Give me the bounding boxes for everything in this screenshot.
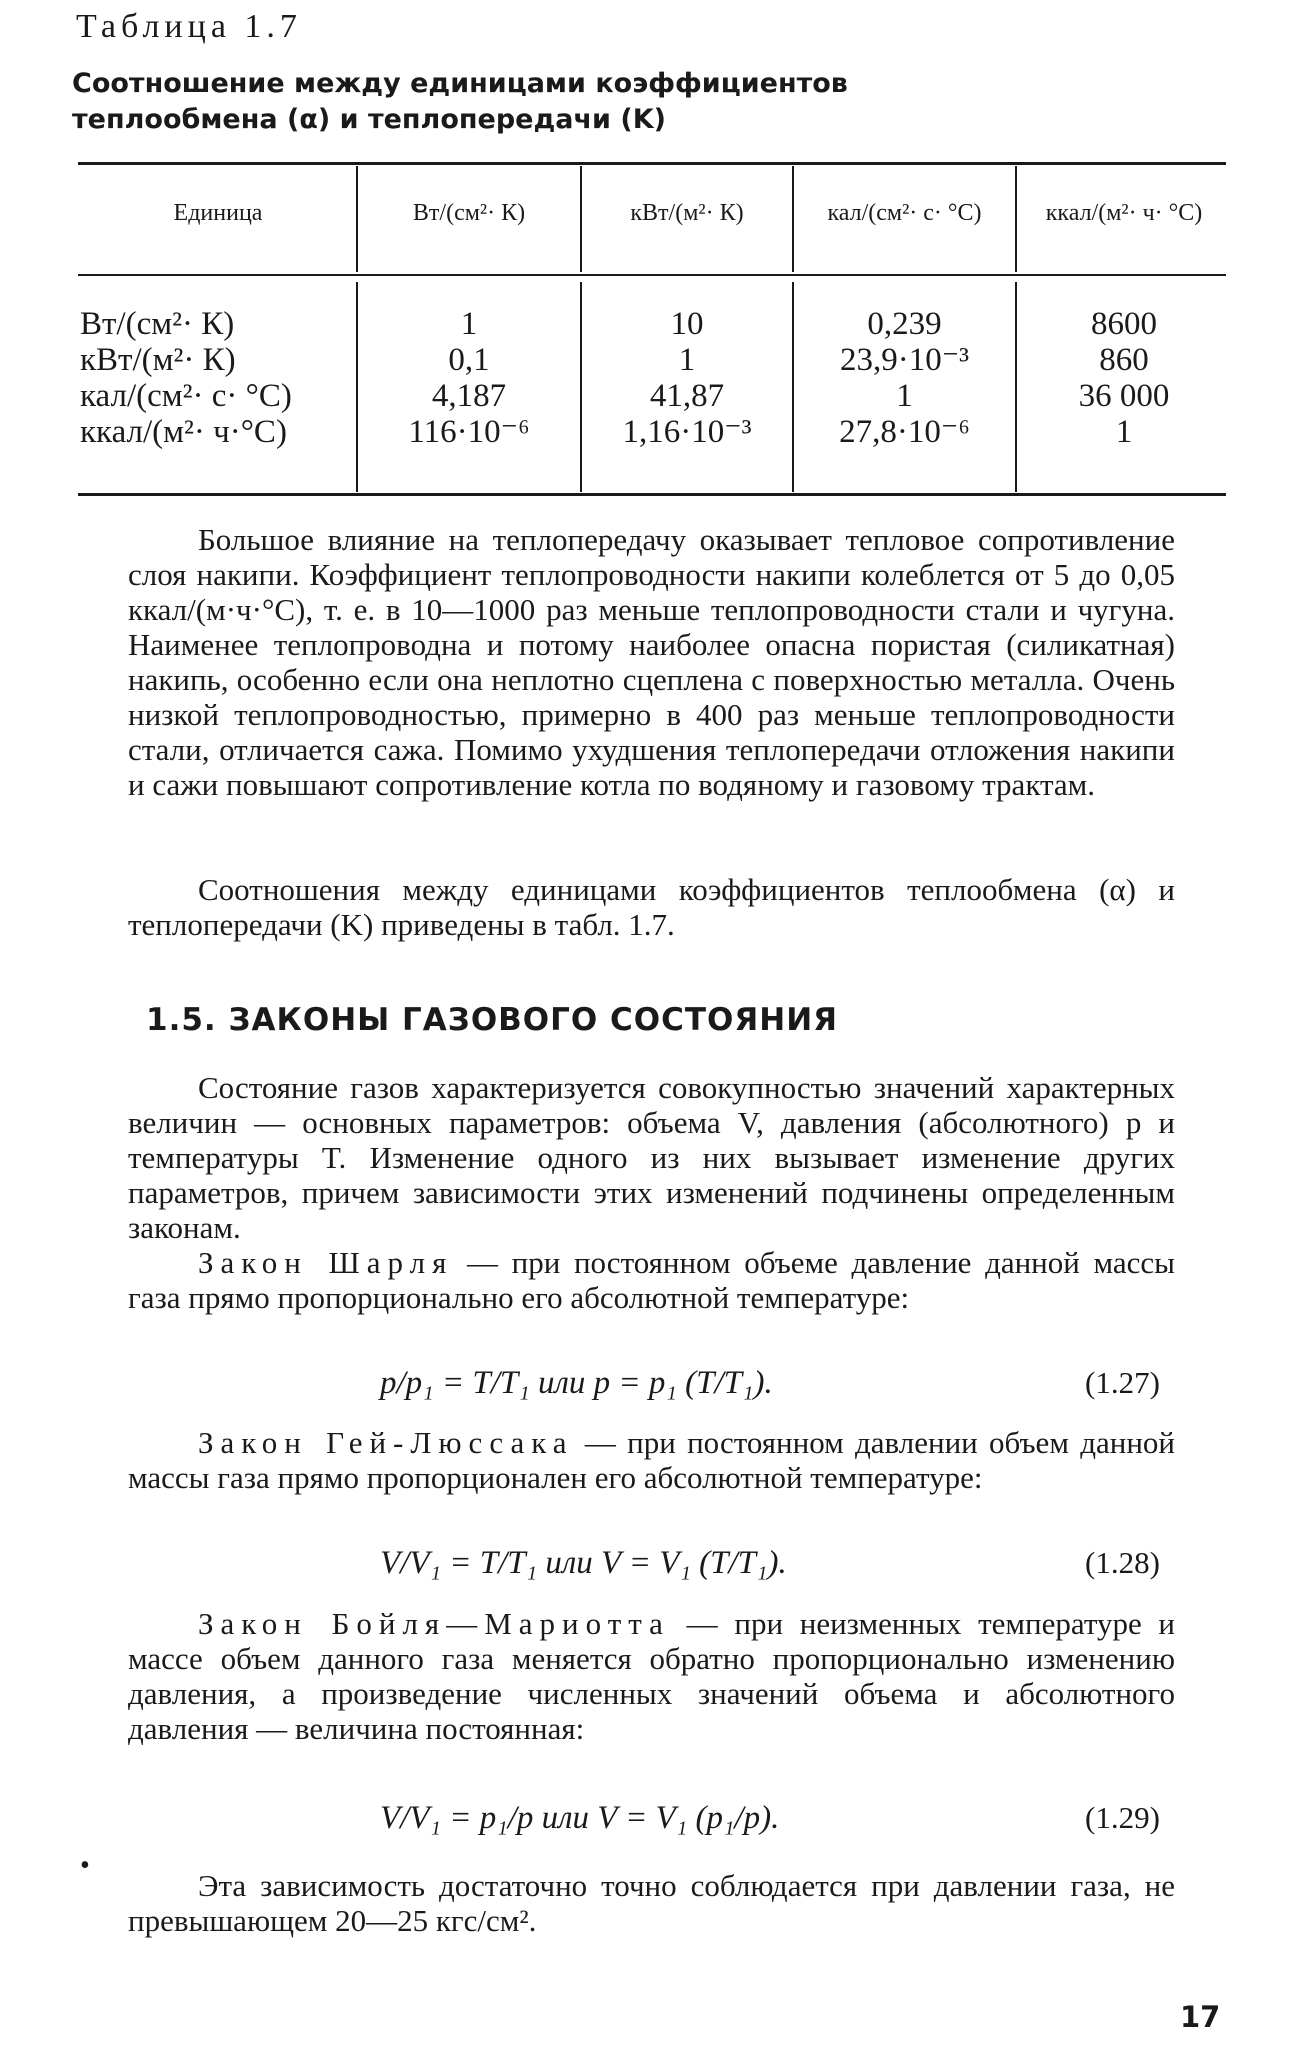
formula-1-29: V/V₁ = p₁/p или V = V₁ (p₁/p). (380, 1800, 780, 1836)
formula-number-1-27: (1.27) (1085, 1365, 1160, 1400)
table-divider (792, 166, 794, 272)
paragraph-gay-lussac-law (128, 1425, 1175, 1495)
table-cell: 36 000 (1078, 378, 1170, 414)
law-name-gay-lussac: Закон Гей-Люссака (198, 1425, 574, 1460)
table-cell: 0,1 (448, 342, 490, 378)
table-cell: 860 (1099, 342, 1149, 378)
paragraph-charles-law (128, 1245, 1175, 1315)
table-cell: 10 (670, 306, 704, 342)
table-column (360, 306, 578, 450)
table-cell: 1 (896, 378, 913, 414)
table-cell: ккал/(м²· ч·°С) (80, 414, 287, 450)
table-cell: 1 (1115, 414, 1133, 450)
paragraph-gas-state: Состояние газов характеризуется совокупностью значений характерных величин — основных параметров: объема V, давления (абсолютного) p и температуры T. Изменение одного из них вызывает изменение других параметров, причем зависимости этих изменений подчинены определенным законам. (128, 1070, 1175, 1245)
formula-number-1-29: (1.29) (1085, 1800, 1160, 1835)
table-divider (580, 166, 582, 272)
table-cell: кВт/(м²· К) (80, 342, 236, 378)
table-divider (1015, 282, 1017, 492)
table-caption-line-2: теплообмена (α) и теплопередачи (K) (72, 104, 666, 135)
table-top-rule (78, 162, 1226, 165)
page-number: 17 (1180, 2000, 1221, 2034)
section-title: 1.5. ЗАКОНЫ ГАЗОВОГО СОСТОЯНИЯ (146, 1002, 839, 1038)
table-label: Таблица 1.7 (76, 8, 302, 45)
table-cell: 0,239 (867, 306, 942, 342)
table-header-cell: кВт/(м²· К) (630, 200, 744, 226)
table-cell: 1,16·10⁻³ (622, 414, 752, 450)
table-cell: 23,9·10⁻³ (839, 342, 970, 378)
table-cell: 27,8·10⁻⁶ (839, 414, 970, 450)
formula-1-27: p/p₁ = T/T₁ или p = p₁ (T/T₁). (380, 1365, 773, 1401)
table-cell: Вт/(см²· К) (80, 306, 235, 342)
law-text-gay-lussac: — при постоянном давлении объем данной массы газа прямо пропорционален его абсолютной температуре: (128, 1425, 1176, 1495)
table-header-cell: Вт/(см²· К) (412, 200, 526, 226)
law-name-charles: Закон Шарля (198, 1245, 454, 1280)
table-header-cell: кал/(см²· с· °С) (827, 200, 982, 226)
law-text-charles: — при постоянном объеме давление данной массы газа прямо пропорционально его абсолютной температуре: (128, 1245, 1176, 1315)
law-name-boyle-mariotte: Закон Бойля—Мариотта (198, 1606, 670, 1641)
bullet-mark: • (80, 1850, 90, 1881)
table-divider (792, 282, 794, 492)
table-header-rule (78, 274, 1226, 276)
table-bottom-rule (78, 493, 1226, 496)
table-divider (356, 166, 358, 272)
table-divider (1015, 166, 1017, 272)
table-cell: 4,187 (431, 378, 507, 414)
formula-1-28: V/V₁ = T/T₁ или V = V₁ (T/T₁). (380, 1545, 787, 1581)
table-column (796, 306, 1013, 450)
formula-number-1-28: (1.28) (1085, 1545, 1160, 1580)
paragraph-boyle-mariotte-law (128, 1606, 1175, 1746)
table-cell: кал/(см²· с· °С) (80, 378, 292, 414)
table-cell: 116·10⁻⁶ (408, 414, 530, 450)
table-cell: 41,87 (649, 378, 725, 414)
table-column-units (80, 306, 352, 450)
table-divider (580, 282, 582, 492)
table-column (584, 306, 790, 450)
table-divider (356, 282, 358, 492)
table-header-cell: Единица (173, 200, 263, 226)
paragraph-table-reference: Соотношения между единицами коэффициентов теплообмена (α) и теплопередачи (K) приведены в табл. 1.7. (128, 872, 1175, 942)
table-cell: 1 (460, 306, 478, 342)
table-column (1019, 306, 1229, 450)
table-caption-line-1: Соотношение между единицами коэффициентов (72, 68, 848, 99)
table-header-cell: ккал/(м²· ч· °С) (1045, 200, 1203, 226)
table-caption (72, 66, 972, 138)
paragraph-closing: Эта зависимость достаточно точно соблюдается при давлении газа, не превышающем 20—25 кгс/см². (128, 1868, 1175, 1938)
paragraph-scale: Большое влияние на теплопередачу оказывает тепловое сопротивление слоя накипи. Коэффициент теплопроводности накипи колеблется от 5 до 0,05 ккал/(м·ч·°С), т. е. в 10—1000 раз меньше теплопроводности стали и чугуна. Наименее теплопроводна и потому наиболее опасна пористая (силикатная) накипь, особенно если она неплотно сцеплена с поверхностью металла. Очень низкой теплопроводностью, примерно в 400 раз меньше теплопроводности стали, отличается сажа. Помимо ухудшения теплопередачи отложения накипи и сажи повышают сопротивление котла по водяному и газовому трактам. (128, 522, 1175, 802)
law-text-boyle-mariotte: — при неизменных температуре и массе объем данного газа меняется обратно пропорционально изменению давления, а произведение численных значений объема и абсолютного давления — величина постоянная: (128, 1606, 1176, 1746)
table-cell: 8600 (1091, 306, 1157, 342)
table-cell: 1 (678, 342, 696, 378)
